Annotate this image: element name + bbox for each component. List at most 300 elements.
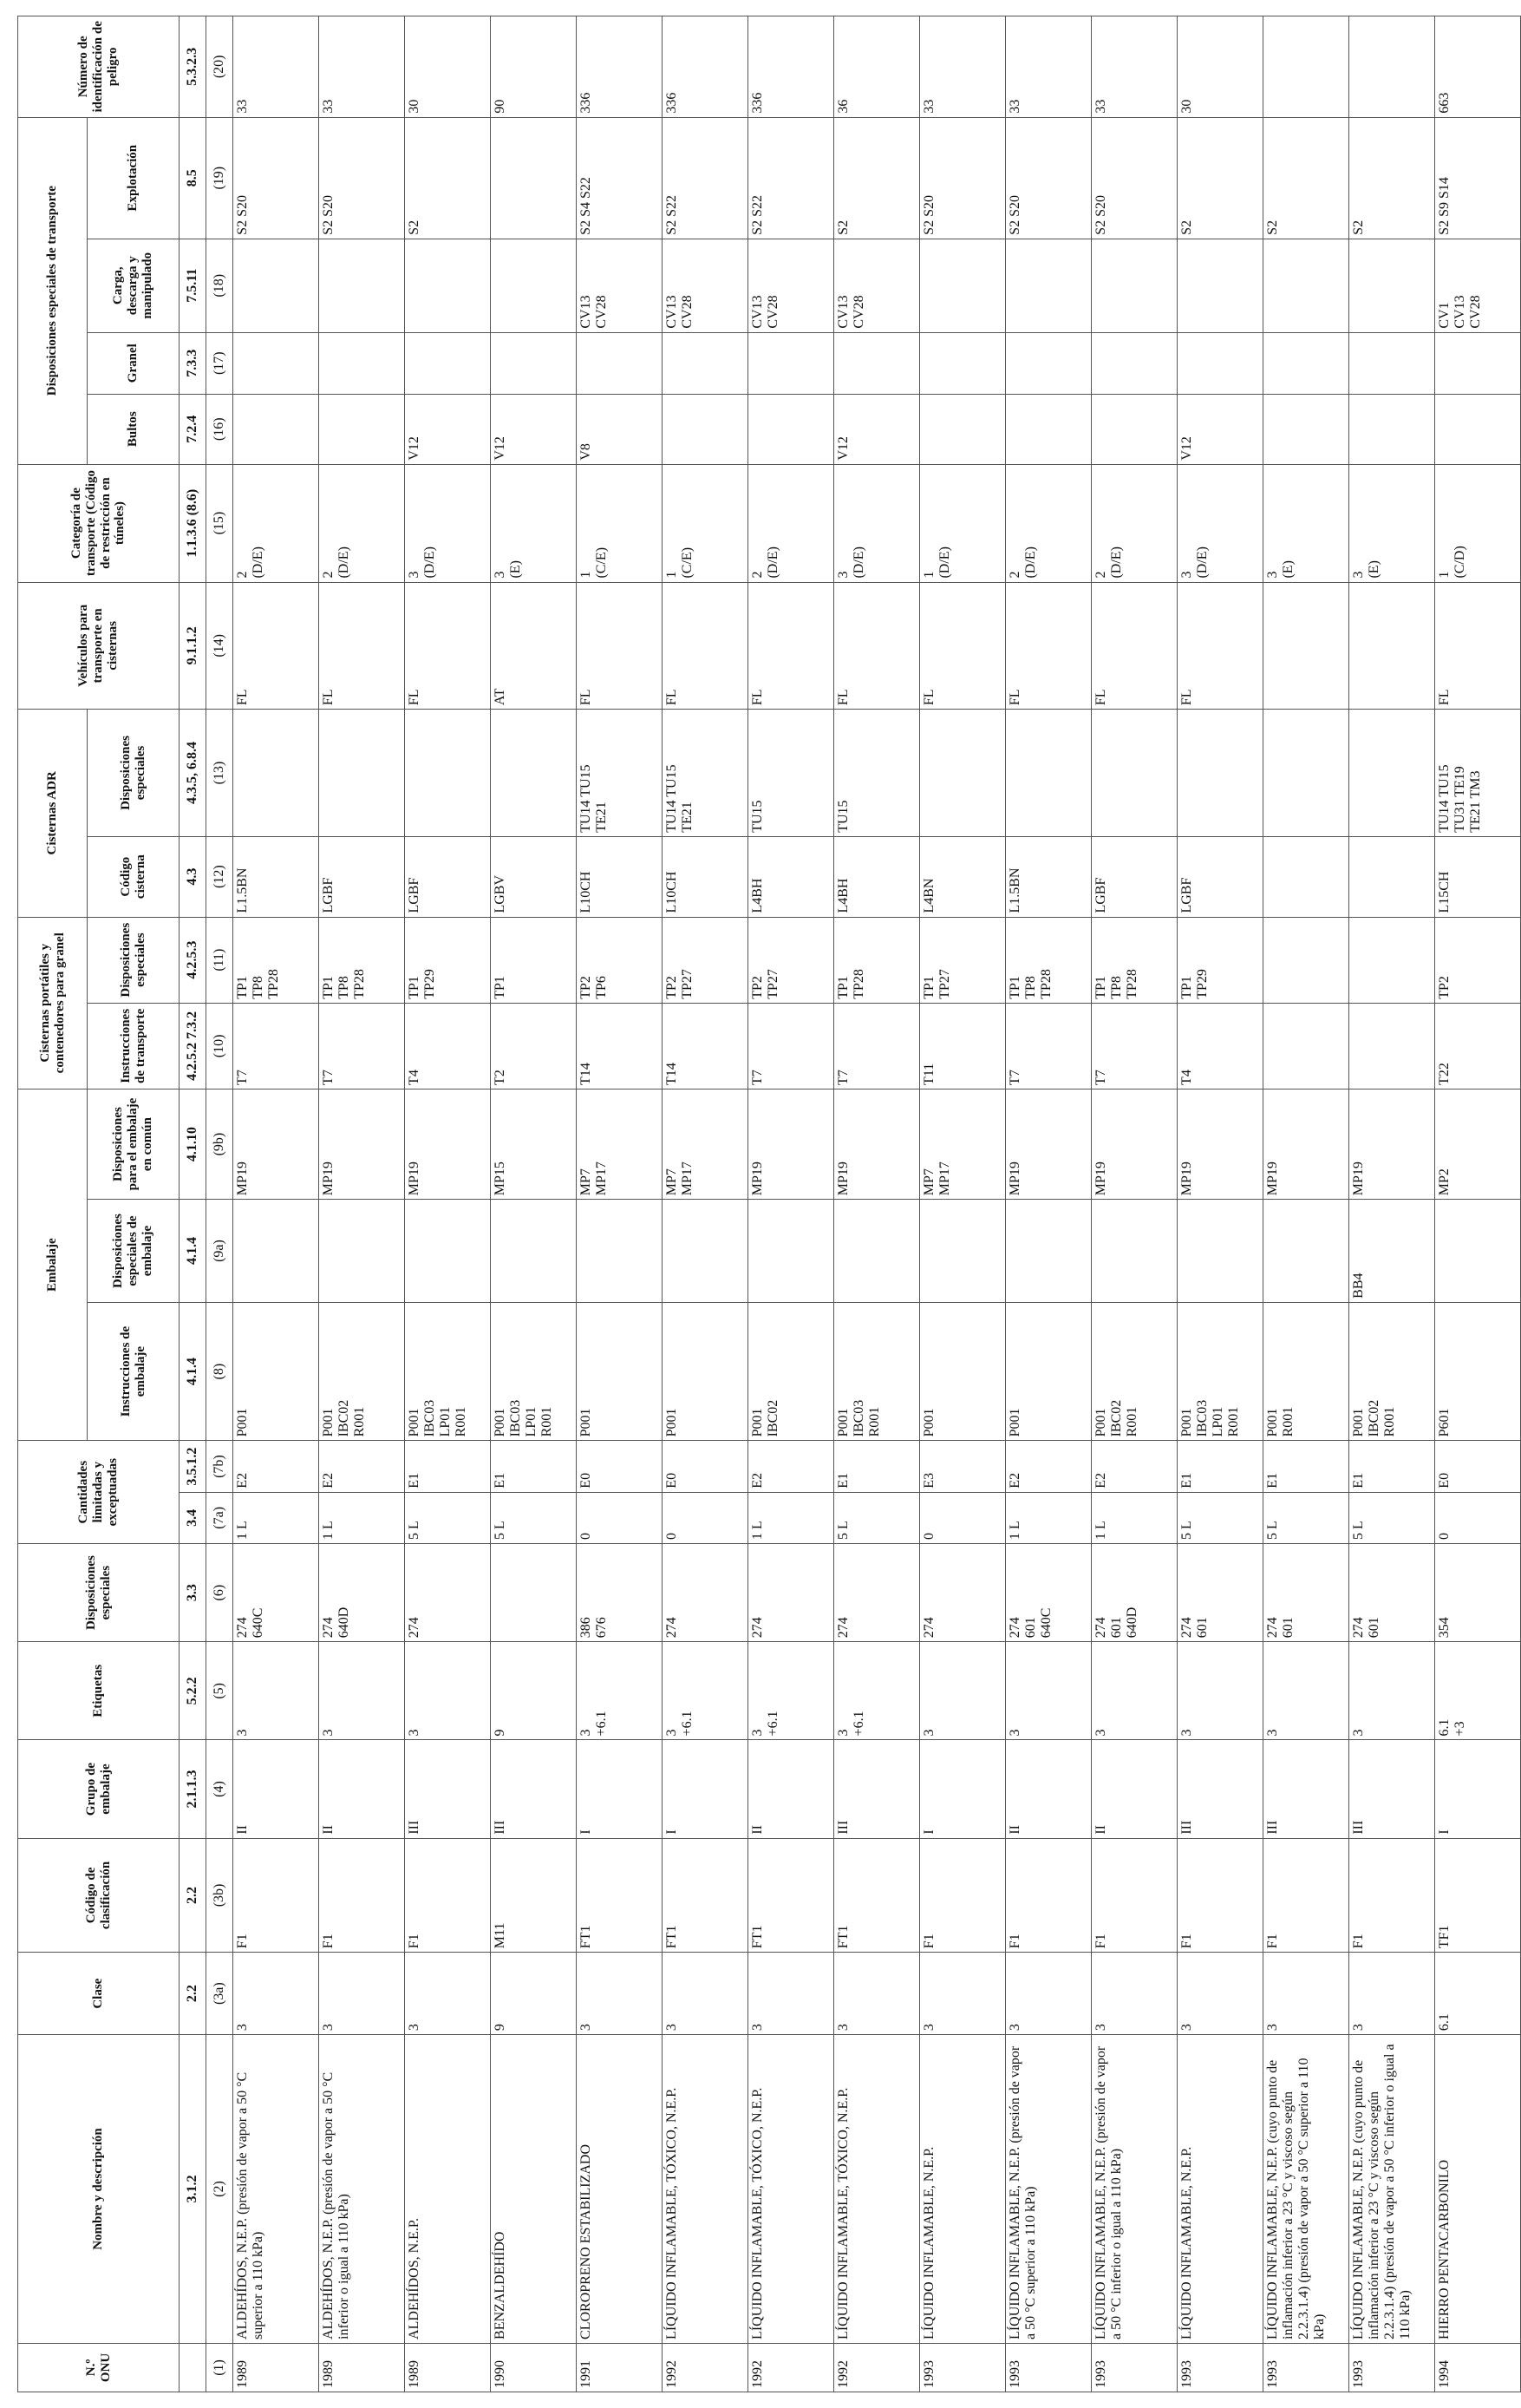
table-row-cell-5: 3: [405, 1642, 491, 1740]
table-row-cell-6: 274 601: [1263, 1544, 1349, 1642]
reference-row-cell-1: 3.1.2: [180, 2035, 206, 2344]
reference-row-cell-5: 5.2.2: [180, 1642, 206, 1740]
header-adr-tanks: Cisternas ADR: [18, 710, 88, 917]
table-row-cell-15: [491, 710, 577, 837]
table-row-cell-21: S2: [1349, 117, 1435, 239]
table-row-cell-13: TP1: [491, 917, 577, 1003]
table-row-cell-21: S2 S22: [663, 117, 748, 239]
table-row-cell-3: FT1: [577, 1838, 663, 1953]
table-row-cell-5: 3: [1178, 1642, 1263, 1740]
table-row-cell-21: S2: [834, 117, 920, 239]
table-row-cell-14: L10CH: [577, 836, 663, 917]
table-row-cell-19: [233, 332, 319, 394]
table-row-cell-15: [1092, 710, 1178, 837]
table-row-cell-19: [663, 332, 748, 394]
table-row-cell-1: CLOROPRENO ESTABILIZADO: [577, 2035, 663, 2344]
table-row-cell-19: [1006, 332, 1092, 394]
table-row-cell-13: TP2: [1435, 917, 1521, 1003]
table-row-cell-9: P001 IBC02 R001: [1092, 1302, 1178, 1441]
table-row-cell-3: FT1: [663, 1838, 748, 1953]
table-row-cell-18: [233, 394, 319, 464]
table-row-cell-0: 1992: [834, 2343, 920, 2392]
table-row-cell-14: L10CH: [663, 836, 748, 917]
table-row-cell-6: 274: [663, 1544, 748, 1642]
table-row-cell-12: T7: [748, 1003, 834, 1089]
table-row-cell-4: I: [577, 1740, 663, 1838]
column-number-row-cell-11: (9b): [206, 1089, 233, 1199]
table-row-cell-13: TP2 TP27: [663, 917, 748, 1003]
table-row-cell-8: E0: [663, 1441, 748, 1492]
header-transport-category: Categoría de transporte (Código de restricción en túneles): [18, 464, 180, 582]
table-row-cell-22: 30: [1178, 16, 1263, 118]
table-row-cell-8: E2: [233, 1441, 319, 1492]
table-row-cell-9: P001 IBC02 R001: [319, 1302, 405, 1441]
table-row-cell-18: V8: [577, 394, 663, 464]
table-row-cell-18: [1435, 394, 1521, 464]
header-tank-code: Código cisterna: [88, 836, 180, 917]
table-row-cell-6: 274: [405, 1544, 491, 1642]
table-row-cell-10: [405, 1200, 491, 1303]
table-row-cell-4: III: [834, 1740, 920, 1838]
reference-row-cell-19: 7.3.3: [180, 332, 206, 394]
table-row-cell-16: AT: [491, 582, 577, 710]
table-row-cell-16: FL: [1092, 582, 1178, 710]
header-hazard-id: Número de identificación de peligro: [18, 16, 180, 118]
header-tank-special: Disposiciones especiales: [88, 917, 180, 1003]
table-row-cell-14: L1.5BN: [1006, 836, 1092, 917]
table-row-cell-15: TU14 TU15 TU31 TE19 TE21 TM3: [1435, 710, 1521, 837]
table-row-cell-12: T14: [577, 1003, 663, 1089]
column-number-row-cell-2: (3a): [206, 1953, 233, 2035]
table-row-cell-7: 5 L: [1263, 1492, 1349, 1543]
table-row-cell-17: 3 (E): [491, 464, 577, 582]
table-row-cell-14: L4BH: [748, 836, 834, 917]
table-row-cell-1: LÍQUIDO INFLAMABLE, N.E.P. (presión de vapor a 50 °C superior a 110 kPa): [1006, 2035, 1092, 2344]
table-row-cell-6: 274 601: [1178, 1544, 1263, 1642]
table-row-cell-7: 1 L: [1006, 1492, 1092, 1543]
table-row-cell-9: P001: [920, 1302, 1006, 1441]
reference-row-cell-17: 1.1.3.6 (8.6): [180, 464, 206, 582]
table-row-cell-7: 1 L: [233, 1492, 319, 1543]
table-row-cell-18: [1263, 394, 1349, 464]
table-row-cell-10: [1092, 1200, 1178, 1303]
reference-row-cell-18: 7.2.4: [180, 394, 206, 464]
header-special-transport: Disposiciones especiales de transporte: [18, 117, 88, 464]
table-row-cell-19: [1092, 332, 1178, 394]
table-row-cell-6: 274 601 640D: [1092, 1544, 1178, 1642]
table-row-cell-9: P001 IBC02 R001: [1349, 1302, 1435, 1441]
column-number-row-cell-12: (10): [206, 1003, 233, 1089]
reference-row-cell-16: 9.1.1.2: [180, 582, 206, 710]
table-row-cell-10: [1263, 1200, 1349, 1303]
table-row-cell-14: LGBF: [1092, 836, 1178, 917]
table-row-cell-13: TP1 TP28: [834, 917, 920, 1003]
table-row-cell-10: [491, 1200, 577, 1303]
table-row-cell-9: P001 IBC03 LP01 R001: [1178, 1302, 1263, 1441]
table-row-cell-10: [1006, 1200, 1092, 1303]
table-row-cell-22: 36: [834, 16, 920, 118]
table-row-cell-22: 30: [405, 16, 491, 118]
table-row: [1263, 16, 1349, 2392]
table-row-cell-1: LÍQUIDO INFLAMABLE, TÓXICO, N.E.P.: [748, 2035, 834, 2344]
table-row-cell-6: 386 676: [577, 1544, 663, 1642]
table-row-cell-0: 1991: [577, 2343, 663, 2392]
table-row-cell-8: E1: [1263, 1441, 1349, 1492]
table-row-cell-12: T2: [491, 1003, 577, 1089]
table-row-cell-16: FL: [1435, 582, 1521, 710]
table-row-cell-11: MP19: [233, 1089, 319, 1199]
table-row-cell-21: S2 S22: [748, 117, 834, 239]
table-row-cell-4: II: [319, 1740, 405, 1838]
table-row: [1006, 16, 1092, 2392]
table-row-cell-15: TU14 TU15 TE21: [577, 710, 663, 837]
table-row-cell-2: 3: [577, 1953, 663, 2035]
table-row-cell-3: M11: [491, 1838, 577, 1953]
table-row-cell-1: LÍQUIDO INFLAMABLE, N.E.P.: [920, 2035, 1006, 2344]
table-row-cell-12: T7: [834, 1003, 920, 1089]
table-row-cell-14: [1263, 836, 1349, 917]
table-row-cell-7: 0: [663, 1492, 748, 1543]
table-row-cell-14: LGBF: [1178, 836, 1263, 917]
column-number-row-cell-17: (15): [206, 464, 233, 582]
table-row-cell-17: 3 (D/E): [1178, 464, 1263, 582]
table-row-cell-20: CV13 CV28: [663, 239, 748, 332]
column-number-row-cell-18: (16): [206, 394, 233, 464]
table-row-cell-21: S2: [405, 117, 491, 239]
table-row-cell-13: [1349, 917, 1435, 1003]
table-row-cell-21: S2 S20: [920, 117, 1006, 239]
column-number-row-cell-3: (3b): [206, 1838, 233, 1953]
table-row-cell-21: S2: [1178, 117, 1263, 239]
reference-row-cell-22: 5.3.2.3: [180, 16, 206, 118]
table-row-cell-11: MP19: [748, 1089, 834, 1199]
table-row-cell-17: 2 (D/E): [748, 464, 834, 582]
table-row-cell-11: MP19: [1263, 1089, 1349, 1199]
table-row-cell-5: 3: [1263, 1642, 1349, 1740]
table-row-cell-3: F1: [1263, 1838, 1349, 1953]
table-row-cell-19: [405, 332, 491, 394]
table-row-cell-15: [920, 710, 1006, 837]
table-row-cell-10: [748, 1200, 834, 1303]
column-number-row-cell-5: (5): [206, 1642, 233, 1740]
reference-row-cell-11: 4.1.10: [180, 1089, 206, 1199]
table-row: [319, 16, 405, 2392]
table-row-cell-5: 3 +6.1: [663, 1642, 748, 1740]
table-row-cell-16: FL: [834, 582, 920, 710]
table-row-cell-20: [233, 239, 319, 332]
table-row-cell-4: III: [491, 1740, 577, 1838]
table-row: [663, 16, 748, 2392]
column-number-row-cell-8: (7b): [206, 1441, 233, 1492]
table-row-cell-13: TP1 TP8 TP28: [1092, 917, 1178, 1003]
table-row-cell-3: F1: [319, 1838, 405, 1953]
table-row-cell-9: P001: [663, 1302, 748, 1441]
table-row-cell-7: 5 L: [1178, 1492, 1263, 1543]
table-row-cell-16: FL: [1006, 582, 1092, 710]
table-row-cell-13: TP2 TP6: [577, 917, 663, 1003]
table-row-cell-1: ALDEHÍDOS, N.E.P. (presión de vapor a 50 °C superior a 110 kPa): [233, 2035, 319, 2344]
table-row-cell-0: 1993: [1006, 2343, 1092, 2392]
table-row-cell-2: 3: [405, 1953, 491, 2035]
table-row-cell-14: LGBV: [491, 836, 577, 917]
table-row-cell-17: 3 (E): [1263, 464, 1349, 582]
table-row-cell-13: TP2 TP27: [748, 917, 834, 1003]
table-row-cell-3: F1: [1349, 1838, 1435, 1953]
table-row-cell-1: LÍQUIDO INFLAMABLE, N.E.P. (cuyo punto de inflamación inferior a 23 °C y viscoso según 2.2.3.1.4) (presión de vapor a 50 °C superior a 110 kPa): [1263, 2035, 1349, 2344]
table-row-cell-17: 1 (C/D): [1435, 464, 1521, 582]
table-row-cell-0: 1993: [920, 2343, 1006, 2392]
table-row-cell-2: 3: [233, 1953, 319, 2035]
table-row-cell-20: [319, 239, 405, 332]
table-row-cell-2: 9: [491, 1953, 577, 2035]
table-row-cell-13: [1263, 917, 1349, 1003]
table-row-cell-2: 6.1: [1435, 1953, 1521, 2035]
table-row-cell-22: 336: [577, 16, 663, 118]
table-row-cell-6: 274: [748, 1544, 834, 1642]
table-row: [1178, 16, 1263, 2392]
table-row-cell-9: P001: [577, 1302, 663, 1441]
table-row-cell-20: [1092, 239, 1178, 332]
table-row-cell-6: 354: [1435, 1544, 1521, 1642]
table-row-cell-18: V12: [491, 394, 577, 464]
table-row: [834, 16, 920, 2392]
column-number-row-cell-9: (8): [206, 1302, 233, 1441]
table-row-cell-12: T4: [405, 1003, 491, 1089]
header-packing-instructions: Instrucciones de embalaje: [88, 1302, 180, 1441]
table-row-cell-20: CV13 CV28: [748, 239, 834, 332]
table-row-cell-8: E0: [1435, 1441, 1521, 1492]
table-row-cell-8: E3: [920, 1441, 1006, 1492]
table-row-cell-2: 3: [1092, 1953, 1178, 2035]
table-row-cell-12: T7: [1006, 1003, 1092, 1089]
table-row-cell-11: MP15: [491, 1089, 577, 1199]
table-row-cell-0: 1993: [1178, 2343, 1263, 2392]
table-row: [405, 16, 491, 2392]
table-row-cell-22: 90: [491, 16, 577, 118]
table-row-cell-4: III: [1349, 1740, 1435, 1838]
header-class-code: Código de clasificación: [18, 1838, 180, 1953]
table-row-cell-19: [1178, 332, 1263, 394]
table-row-cell-5: 3: [319, 1642, 405, 1740]
table-row-cell-5: 6.1 +3: [1435, 1642, 1521, 1740]
table-row-cell-13: TP1 TP27: [920, 917, 1006, 1003]
table-row-cell-22: 33: [1006, 16, 1092, 118]
table-row-cell-18: [1349, 394, 1435, 464]
table-row-cell-4: II: [1092, 1740, 1178, 1838]
table-row-cell-8: E1: [405, 1441, 491, 1492]
table-row-cell-6: 274 640C: [233, 1544, 319, 1642]
table-row-cell-0: 1993: [1349, 2343, 1435, 2392]
header-loading: Carga, descarga y manipulado: [88, 239, 180, 332]
table-row-cell-17: 1 (C/E): [663, 464, 748, 582]
table-row-cell-16: [1349, 582, 1435, 710]
table-row-cell-17: 2 (D/E): [233, 464, 319, 582]
reference-row-cell-0: [180, 2343, 206, 2392]
table-row-cell-21: S2 S20: [319, 117, 405, 239]
table-row-cell-1: LÍQUIDO INFLAMABLE, N.E.P. (cuyo punto de inflamación inferior a 23 °C y viscoso según 2.2.3.1.4) (presión de vapor a 50 °C inferior o igual a 110 kPa): [1349, 2035, 1435, 2344]
table-row-cell-7: 5 L: [491, 1492, 577, 1543]
table-row-cell-10: [577, 1200, 663, 1303]
table-row-cell-7: 5 L: [1349, 1492, 1435, 1543]
table-row-cell-6: 274 640D: [319, 1544, 405, 1642]
table-row-cell-7: 1 L: [1092, 1492, 1178, 1543]
table-row-cell-5: 3: [1006, 1642, 1092, 1740]
table-row: [920, 16, 1006, 2392]
table-row-cell-18: V12: [405, 394, 491, 464]
table-row-cell-17: 3 (D/E): [834, 464, 920, 582]
table-row-cell-5: 3 +6.1: [577, 1642, 663, 1740]
table-row-cell-2: 3: [319, 1953, 405, 2035]
table-row-cell-15: [319, 710, 405, 837]
table-row-cell-16: [1263, 582, 1349, 710]
table-row-cell-1: LÍQUIDO INFLAMABLE, TÓXICO, N.E.P.: [663, 2035, 748, 2344]
table-row-cell-18: [920, 394, 1006, 464]
header-tank-instructions: Instrucciones de transporte: [88, 1003, 180, 1089]
header-un-no: N.º ONU: [18, 2343, 180, 2392]
table-row-cell-12: T14: [663, 1003, 748, 1089]
table-row-cell-20: [920, 239, 1006, 332]
table-row-cell-13: TP1 TP8 TP28: [233, 917, 319, 1003]
table-row-cell-15: [1178, 710, 1263, 837]
table-row-cell-12: T22: [1435, 1003, 1521, 1089]
column-number-row-cell-0: (1): [206, 2343, 233, 2392]
table-row-cell-8: E2: [748, 1441, 834, 1492]
table-row-cell-19: [1349, 332, 1435, 394]
header-vehicle: Vehículos para transporte en cisternas: [18, 582, 180, 710]
table-row-cell-22: 33: [233, 16, 319, 118]
table-row: [1435, 16, 1521, 2392]
header-packages: Bultos: [88, 394, 180, 464]
table-row: [1349, 16, 1435, 2392]
table-row-cell-15: TU15: [834, 710, 920, 837]
table-row-cell-15: [233, 710, 319, 837]
table-row-cell-17: 1 (D/E): [920, 464, 1006, 582]
table-row-cell-16: FL: [233, 582, 319, 710]
table-row-cell-2: 3: [1006, 1953, 1092, 2035]
table-row-cell-10: BB4: [1349, 1200, 1435, 1303]
table-row-cell-17: 3 (E): [1349, 464, 1435, 582]
table-row-cell-6: 274: [834, 1544, 920, 1642]
header-packaging: Embalaje: [18, 1089, 88, 1440]
table-row-cell-16: FL: [748, 582, 834, 710]
table-row-cell-22: [1263, 16, 1349, 118]
table-row-cell-22: 33: [920, 16, 1006, 118]
table-row-cell-0: 1992: [663, 2343, 748, 2392]
table-row-cell-10: [1178, 1200, 1263, 1303]
table-row-cell-18: [748, 394, 834, 464]
table-row: [577, 16, 663, 2392]
reference-row-cell-13: 4.2.5.3: [180, 917, 206, 1003]
table-row-cell-0: 1993: [1263, 2343, 1349, 2392]
table-row-cell-17: 2 (D/E): [319, 464, 405, 582]
table-row-cell-14: L4BH: [834, 836, 920, 917]
reference-row-cell-9: 4.1.4: [180, 1302, 206, 1441]
table-row-cell-4: II: [1006, 1740, 1092, 1838]
table-row-cell-13: TP1 TP29: [405, 917, 491, 1003]
column-number-row-cell-14: (12): [206, 836, 233, 917]
table-row-cell-13: TP1 TP8 TP28: [319, 917, 405, 1003]
table-row-cell-16: FL: [663, 582, 748, 710]
header-special-provisions: Disposiciones especiales: [18, 1544, 180, 1642]
table-row-cell-4: I: [663, 1740, 748, 1838]
table-row-cell-20: [1006, 239, 1092, 332]
table-row-cell-22: 663: [1435, 16, 1521, 118]
table-row-cell-3: F1: [1092, 1838, 1178, 1953]
table-row-cell-7: 5 L: [405, 1492, 491, 1543]
table-row-cell-13: TP1 TP29: [1178, 917, 1263, 1003]
column-number-row-cell-10: (9a): [206, 1200, 233, 1303]
header-name: Nombre y descripción: [18, 2035, 180, 2344]
table-row-cell-4: I: [1435, 1740, 1521, 1838]
table-row-cell-18: [319, 394, 405, 464]
table-row-cell-10: [834, 1200, 920, 1303]
table-row-cell-20: [491, 239, 577, 332]
table-row-cell-2: 3: [1349, 1953, 1435, 2035]
table-row-cell-21: S2 S9 S14: [1435, 117, 1521, 239]
table-row-cell-8: E2: [1092, 1441, 1178, 1492]
column-number-row-cell-7: (7a): [206, 1492, 233, 1543]
table-row-cell-5: 3 +6.1: [834, 1642, 920, 1740]
reference-row-cell-4: 2.1.1.3: [180, 1740, 206, 1838]
table-row-cell-0: 1990: [491, 2343, 577, 2392]
table-row-cell-22: 33: [319, 16, 405, 118]
table-row-cell-12: [1263, 1003, 1349, 1089]
column-number-row-cell-4: (4): [206, 1740, 233, 1838]
table-row: [233, 16, 319, 2392]
table-row-cell-11: MP7 MP17: [577, 1089, 663, 1199]
table-row-cell-11: MP7 MP17: [663, 1089, 748, 1199]
table-row-cell-16: FL: [319, 582, 405, 710]
table-row-cell-6: [491, 1544, 577, 1642]
reference-row-cell-20: 7.5.11: [180, 239, 206, 332]
header-mixed-packing: Disposiciones para el embalaje en común: [88, 1089, 180, 1199]
table-row-cell-22: [1349, 16, 1435, 118]
table-row-cell-5: 3: [233, 1642, 319, 1740]
table-row-cell-17: 1 (C/E): [577, 464, 663, 582]
table-row-cell-21: S2 S20: [233, 117, 319, 239]
table-row-cell-10: [920, 1200, 1006, 1303]
reference-row: [180, 16, 206, 2392]
table-row-cell-7: 0: [920, 1492, 1006, 1543]
reference-row-cell-10: 4.1.4: [180, 1200, 206, 1303]
table-row-cell-10: [663, 1200, 748, 1303]
table-row-cell-10: [319, 1200, 405, 1303]
table-row-cell-7: 1 L: [748, 1492, 834, 1543]
table-row-cell-15: [1263, 710, 1349, 837]
table-row-cell-21: S2 S20: [1006, 117, 1092, 239]
table-row-cell-18: [1092, 394, 1178, 464]
table-row-cell-9: P001 IBC03 R001: [834, 1302, 920, 1441]
table-row-cell-0: 1993: [1092, 2343, 1178, 2392]
table-row-cell-1: HIERRO PENTACARBONILO: [1435, 2035, 1521, 2344]
table-row-cell-6: 274: [920, 1544, 1006, 1642]
table-row-cell-21: S2: [1263, 117, 1349, 239]
table-row-cell-17: 2 (D/E): [1006, 464, 1092, 582]
table-row-cell-13: TP1 TP8 TP28: [1006, 917, 1092, 1003]
table-row-cell-11: MP7 MP17: [920, 1089, 1006, 1199]
table-row-cell-11: MP19: [834, 1089, 920, 1199]
table-row-cell-6: 274 601 640C: [1006, 1544, 1092, 1642]
table-row-cell-20: CV1 CV13 CV28: [1435, 239, 1521, 332]
table-row-cell-11: MP19: [1178, 1089, 1263, 1199]
reference-row-cell-14: 4.3: [180, 836, 206, 917]
column-number-row-cell-22: (20): [206, 16, 233, 118]
table-row-cell-5: 3: [1092, 1642, 1178, 1740]
table-row-cell-15: TU14 TU15 TE21: [663, 710, 748, 837]
table-row-cell-18: [1006, 394, 1092, 464]
table-row-cell-22: 336: [748, 16, 834, 118]
table-row-cell-0: 1989: [405, 2343, 491, 2392]
